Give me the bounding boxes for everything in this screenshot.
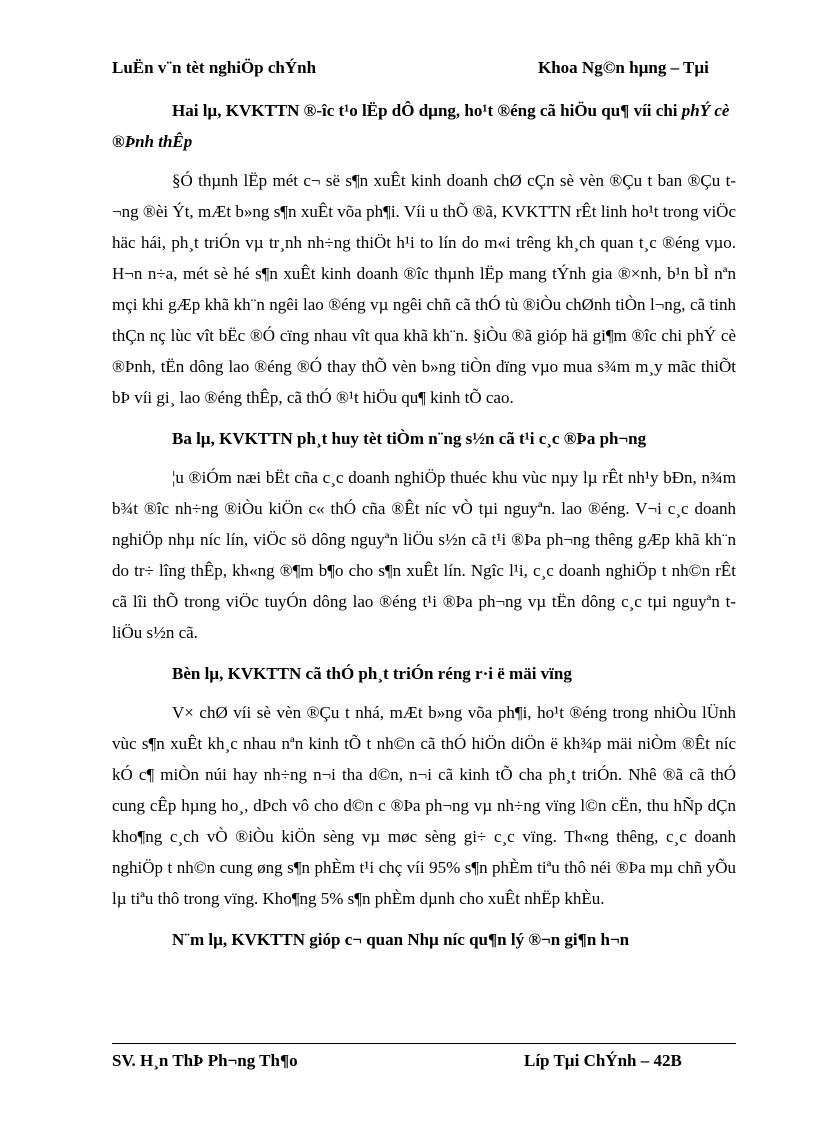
paragraph-bon: V× chØ víi sè vèn ®Çu t nhá, mÆt b»ng võa ph¶i, ho¹t ®éng trong nhiÒu lÜnh vùc s¶n xuÊt kh¸c nhau nªn kinh tÕ t nh©n cã thÓ hiÖn diÖn ë kh¾p mäi niÒm ®Êt níc kÓ c¶ miÒn núi hay nh÷ng n¬i tha d©n, n¬i cã kinh tÕ cha ph¸t triÓn. Nhê ®ã cã thÓ cung cÊp hµng ho¸, dÞch vô cho d©n c ®Þa ph¬ng vµ nh÷ng vïng l©n cËn, thu hÑp dÇn kho¶ng c¸ch vÒ ®iÒu kiÖn sèng vµ møc sèng gi÷ c¸c vïng. Th«ng thêng, c¸c doanh nghiÖp t nh©n cung øng s¶n phÈm t¹i chç víi 95% s¶n phÈm tiªu thô néi ®Þa mµ chñ yÕu lµ tiªu thô trong vïng. Kho¶ng 5% s¶n phÈm dµnh cho xuÊt nhËp khÈu.: [112, 703, 736, 908]
footer-left: SV. H¸n ThÞ Ph¬ng Th¶o: [112, 1051, 298, 1070]
section-heading-ba: Ba lµ, KVKTTN ph¸t huy tèt tiÒm n¨ng s½n cã t¹i c¸c ®Þa ph¬ng: [172, 429, 647, 448]
footer-divider: [112, 1043, 736, 1044]
paragraph-ba: ¦u ®iÓm næi bËt cña c¸c doanh nghiÖp thuéc khu vùc nµy lµ rÊt nh¹y bÐn, n¾m b¾t ®îc nh÷ng ®iÒu kiÖn c« thÓ cña ®Êt níc vÒ tµi nguyªn. lao ®éng. V¬i c¸c doanh nghiÖp nhµ níc lín, viÖc sö dông nguyªn liÖu s½n cã t¹i ®Þa ph¬ng thêng gÆp khã kh¨n do tr÷ lîng thÊp, kh«ng ®¶m b¶o cho s¶n xuÊt lín. Ngîc l¹i, c¸c doanh nghiÖp t nh©n rÊt cã lîi thÕ trong viÖc tuyÓn dông lao ®éng t¹i ®Þa ph¬ng vµ tËn dông c¸c tµi nguyªn t liÖu s½n cã.: [112, 468, 736, 642]
document-body: [112, 95, 736, 955]
header-right: Khoa Ng©n hµng – Tµi: [538, 58, 709, 77]
header-left: LuËn v¨n tèt nghiÖp chÝnh: [112, 58, 317, 77]
section-heading-hai: [112, 95, 736, 157]
heading-italic-text: phÝ cè ®Þnh thÊp: [112, 101, 730, 151]
section-heading-bon: Bèn lµ, KVKTTN cã thÓ ph¸t triÓn réng r·i ë mäi vïng: [172, 664, 572, 683]
footer-right: Líp Tµi ChÝnh – 42B: [524, 1051, 682, 1070]
section-heading-nam: N¨m lµ, KVKTTN gióp c¬ quan Nhµ níc qu¶n lý ®¬n gi¶n h¬n: [172, 930, 630, 949]
paragraph-hai: §Ó thµnh lËp mét c¬ së s¶n xuÊt kinh doanh chØ cÇn sè vèn ®Çu t ban ®Çu t¬ng ®èi Ýt, mÆt b»ng s¶n xuÊt võa ph¶i. Víi u thÕ ®ã, KVKTTN rÊt linh ho¹t trong viÖc häc hái, ph¸t triÓn vµ tr¸nh nh÷ng thiÖt h¹i to lín do m«i trêng kh¸ch quan t¸c ®éng vµo. H¬n n÷a, mét sè hé s¶n xuÊt kinh doanh ®îc thµnh lËp mang tÝnh gia ®×nh, b¹n bÌ nªn mçi khi gÆp khã kh¨n ngêi lao ®éng vµ ngêi chñ cã thÓ tù ®iÒu chØnh tiÒn l¬ng, cã tinh thÇn nç lùc vît bËc ®Ó cïng nhau vît qua khã kh¨n. §iÒu ®ã gióp hä gi¶m ®îc chi phÝ cè ®Þnh, tËn dông lao ®éng ®Ó thay thÕ vèn b»ng tiÒn dïng vµo mua s¾m m¸y mãc thiÕt bÞ víi gi¸ lao ®éng thÊp, cã thÓ ®¹t hiÖu qu¶ kinh tÕ cao.: [112, 171, 736, 407]
heading-text: Hai lµ, KVKTTN ®-îc t¹o lËp dÔ dµng, ho¹t ®éng cã hiÖu qu¶ víi chi: [172, 101, 678, 120]
